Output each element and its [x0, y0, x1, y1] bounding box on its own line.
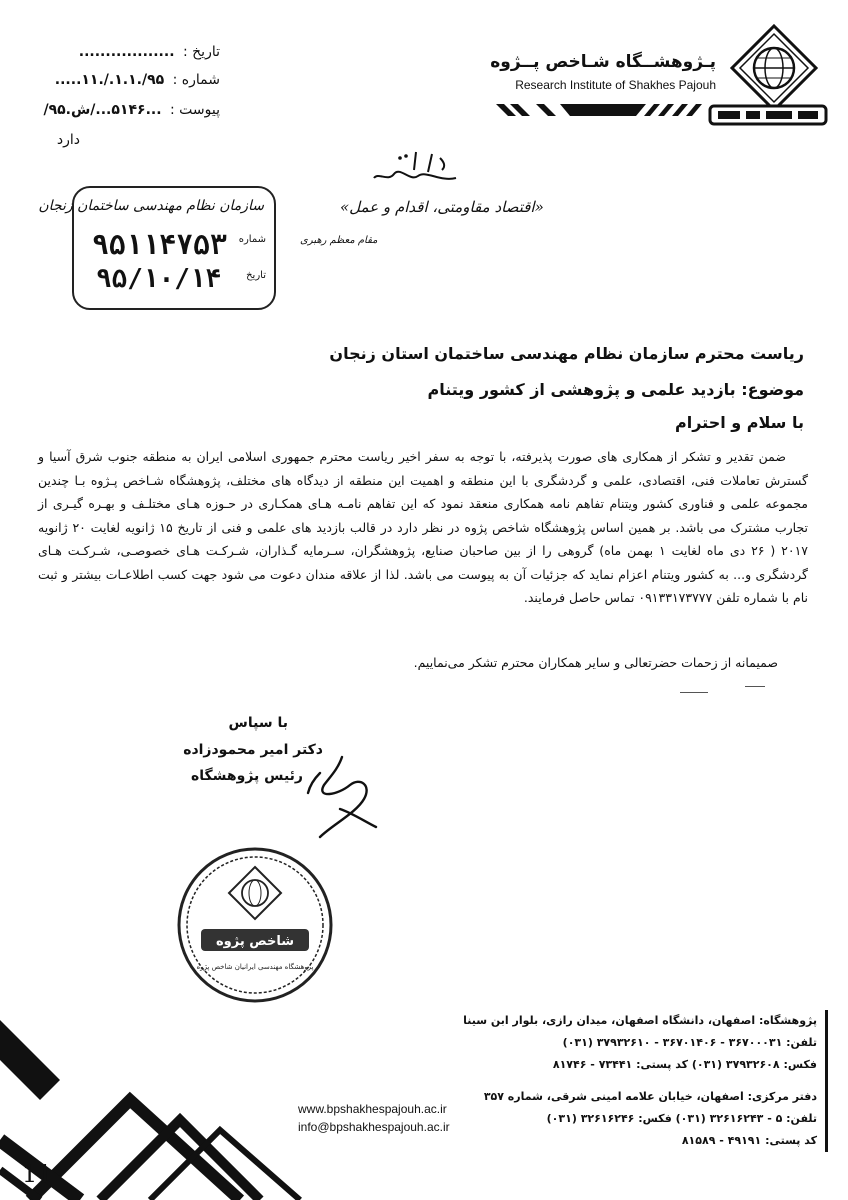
phones-main: تلفن: ۳۶۷۰۰۰۳۱ - ۳۶۷۰۱۴۰۶ - ۳۷۹۳۲۶۱۰ (۰۳۱): [562, 1036, 817, 1049]
registry-stamp: [38, 186, 276, 310]
letter-subject: موضوع: بازدید علمی و پژوهشی از کشور ویتنام: [427, 380, 804, 399]
footer-website: www.bpshakhespajouh.ac.ir: [298, 1102, 447, 1116]
attachment-status: دارد: [56, 132, 80, 148]
date-value: ..................: [78, 44, 175, 60]
scan-mark: [680, 692, 708, 693]
registry-date: ۹۵/۱۰/۱۴: [96, 264, 222, 294]
page-mark: 11: [22, 1160, 53, 1188]
number-label: شماره :: [172, 72, 220, 88]
globe-emblem-icon: [730, 24, 818, 112]
number-row: [55, 72, 220, 88]
institute-logo-block: [488, 18, 828, 128]
letter-closing: صمیمانه از زحمات حضرتعالی و سایر همکاران محترم تشکر می‌نماییم.: [413, 655, 778, 670]
attachment-row: [43, 102, 220, 118]
footer-email: info@bpshakhespajouh.ac.ir: [298, 1120, 450, 1134]
letter-salutation: با سلام و احترام: [675, 413, 804, 432]
signer-name: دکتر امیر محمودزاده: [183, 742, 323, 758]
registry-number-label: شماره: [238, 234, 266, 245]
number-value: ۹۵/.۱.۱./.۱۱.....: [54, 72, 165, 88]
address-central: دفتر مرکزی: اصفهان، خیابان علامه امینی شرقی، شماره ۳۵۷: [483, 1090, 817, 1103]
registry-org: سازمان نظام مهندسی ساختمان زنجان: [38, 198, 264, 214]
slogan-attribution: مقام معظم رهبری: [300, 235, 378, 246]
registry-number: ۹۵۱۱۴۷۵۳: [92, 228, 227, 261]
letter-meta: [20, 44, 220, 154]
phones-central: تلفن: ۵ - ۳۲۶۱۶۲۴۳ (۰۳۱) فکس: ۳۲۶۱۶۲۴۶ (۰۳۱): [546, 1112, 817, 1125]
attachment-label: پیوست :: [170, 102, 220, 118]
scan-mark: [745, 686, 765, 687]
letter-body: [38, 445, 808, 610]
signer-position: رئیس پژوهشگاه: [191, 768, 303, 784]
postal-central: کد پستی: ۴۹۱۹۱ - ۸۱۵۸۹: [681, 1134, 817, 1147]
body-paragraph: ضمن تقدیر و تشکر از همکاری های صورت پذیرفته، با توجه به سفر اخیر ریاست محترم جمهوری اسلامی ایران به منطقه جنوب شرق آسیا و گسترش تعاملات فنی، اقتصادی، علمی و گردشگری با این منطقه و اهمیت این منطقه از دیدگاه های مختلف، پژوهشگاه شـاخص پـژوه بـا چندین مجموعه علمی و فناوری کشور ویتنام تفاهم نامه همکاری منعقد نمود که این تفاهم نامـه هـای همکـاری در حـوزه هـای مختلـف و بهـره گیـری از تجارب مشترک می باشد. بر همین اساس پژوهشگاه شاخص پژوه در نظر دارد در قالب بازدید های علمی و فنی از تاریخ ۱۵ ژانویه لغایت ۲۰ ژانویه ۲۰۱۷ ( ۲۶ دی ماه لغایت ۱ بهمن ماه) گروهی را از بین صاحبان صنایع، پژوهشگران، سـرمایه گـذاران، شـرکـت هـای خصوصـی، شـرکـت هـای گردشگری و... به کشور ویتنام اعزام نماید که جزئیات آن به پیوست می باشد. لذا از علاقه مندان دعوت می شود جهت کسب اطلاعـات بیشتر و ثبت نام با شماره تلفن ۰۹۱۳۳۱۷۳۷۷۷ تماس حاصل فرمایند.: [38, 449, 809, 605]
logo-wordmark: [708, 102, 828, 128]
seal-text: شاخص پژوه: [215, 934, 295, 949]
registry-date-label: تاریخ: [246, 270, 266, 281]
institute-name-en: Research Institute of Shakhes Pajouh: [515, 78, 716, 92]
address-main: پژوهشگاه: اصفهان، دانشگاه اصفهان، میدان رازی، بلوار ابن سینا: [463, 1014, 817, 1027]
attachment-value: ...۵۱۴۶.../ش.۹۵/: [43, 102, 162, 118]
date-row: [79, 44, 220, 60]
footer-zigzag-graphic: [0, 920, 490, 1200]
slogan-text: «اقتصاد مقاومتی، اقدام و عمل»: [340, 198, 544, 216]
fax-main: فکس: ۳۷۹۳۲۶۰۸ (۰۳۱) کد پستی: ۷۳۴۴۱ - ۸۱۷۴۶: [552, 1058, 817, 1071]
closing-thanks: با سپاس: [228, 715, 288, 731]
seal-subtext: پژوهشگاه مهندسی ایرانیان شاخص پژوه: [196, 963, 314, 971]
institute-name-fa: پـژوهشــگاه شـاخص پــژوه: [490, 52, 716, 72]
handwritten-signature-icon: [280, 755, 400, 840]
footer-address-block: [463, 1010, 828, 1152]
letter-recipient: ریاست محترم سازمان نظام مهندسی ساختمان استان زنجان: [329, 344, 804, 363]
date-label: تاریخ :: [182, 44, 220, 60]
bismillah-graphic: [370, 148, 460, 188]
wordmark-graphic: [708, 102, 828, 128]
bismillah-calligraphy: [370, 148, 460, 188]
logo-stripes: [496, 102, 716, 118]
